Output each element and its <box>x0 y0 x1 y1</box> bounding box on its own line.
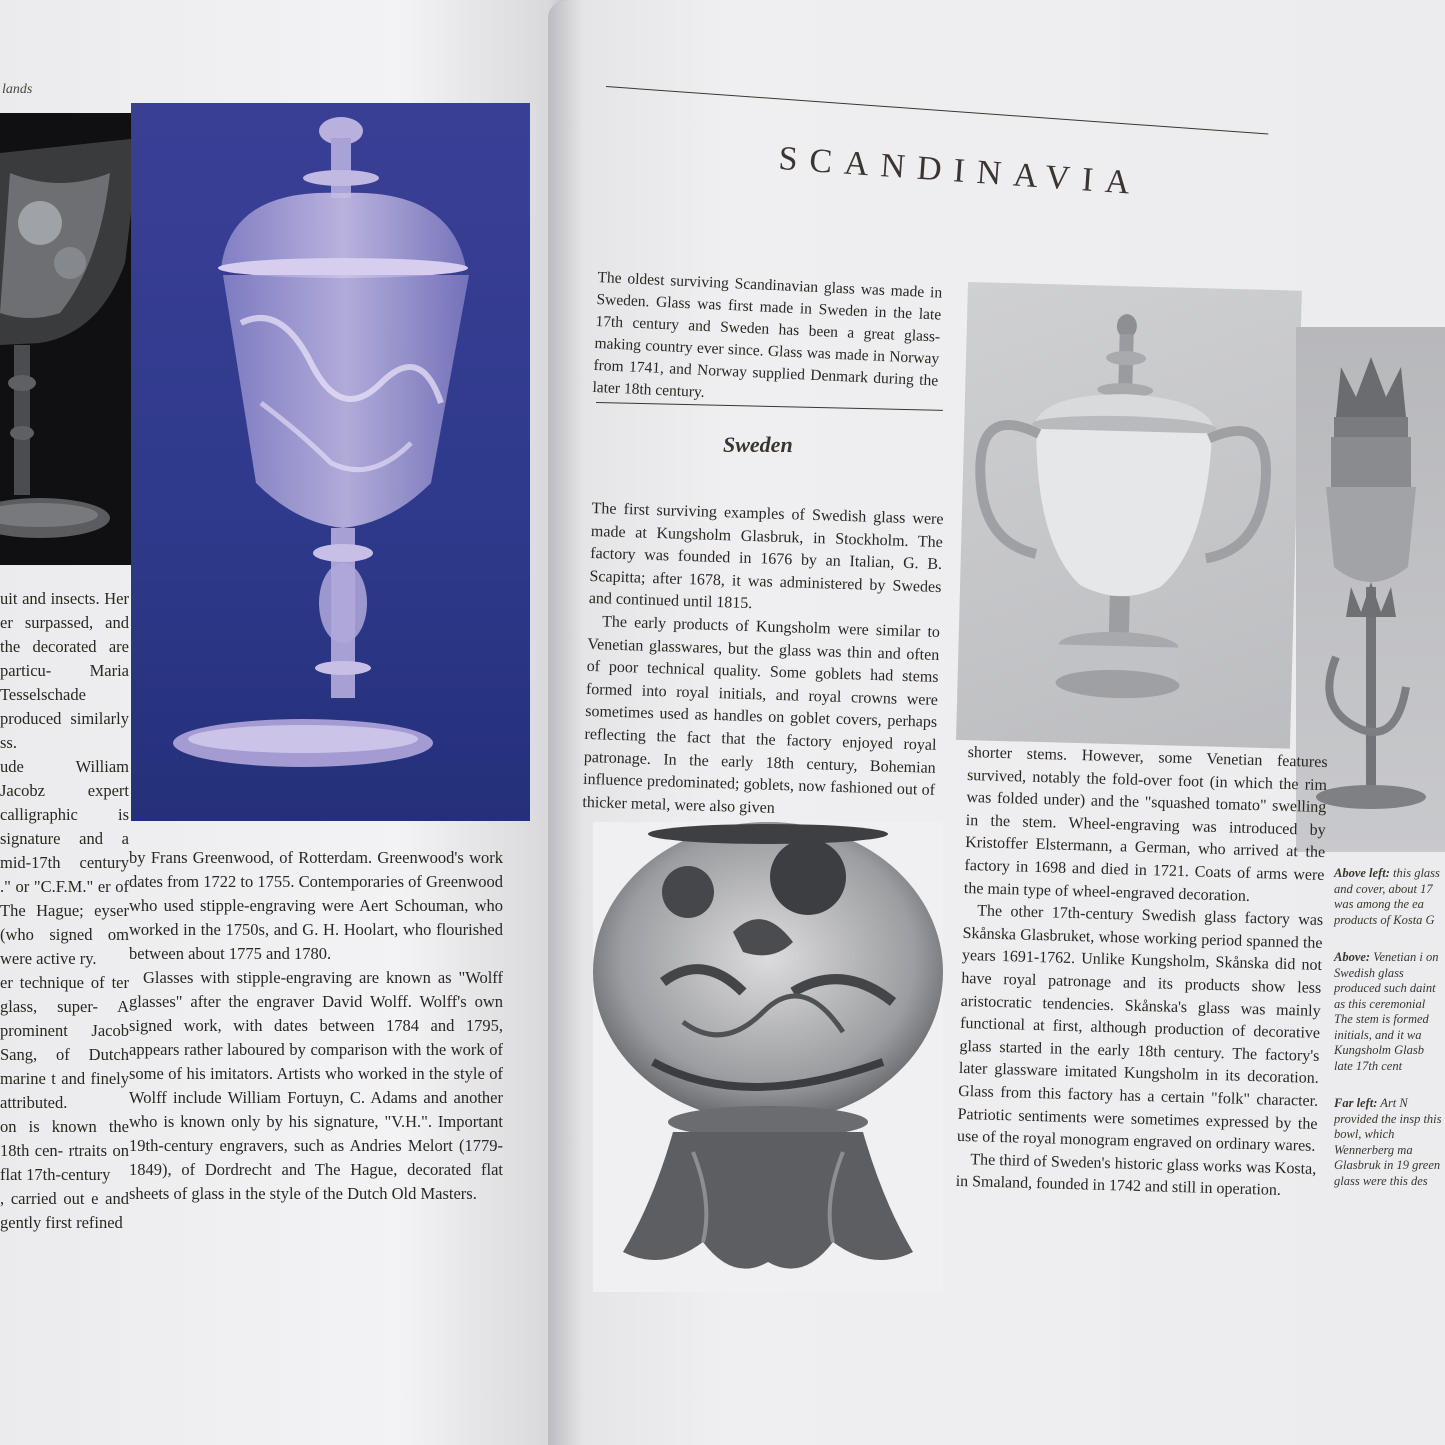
caption-text: this glass and cover, about 17 was among the ea products of Kosta G <box>1334 866 1440 927</box>
paragraph: The first surviving examples of Swedish glass were made at Kungsholm Glasbruk, in Stockholm. The factory was founded in 1676 by an Italian, G. B. Scapitta; after 1678, it was administered by Swedes and continued until 1815. <box>588 499 944 613</box>
paragraph: , carried out e and gently first refined <box>0 1189 129 1232</box>
paragraph: uit and insects. Her er surpassed, and the decorated are particu- Maria Tesselschade produced similarly ss. <box>0 589 129 752</box>
running-head: lands <box>2 82 33 97</box>
sweden-column-continued <box>955 742 1327 1204</box>
paragraph: on is known the 18th cen- rtraits on flat 17th-century <box>0 1117 129 1184</box>
left-column-cropped <box>0 587 129 1235</box>
paragraph: The other 17th-century Swedish glass factory was Skånska Glasbruket, whose working period spanned the years 1691-1762. Unlike Kungsholm, Skånska did not have royal patronage and its products show less aristocratic tendencies. Skånska's glass was mainly functional at first, although production of decorative glass started in the early 18th century. The factory's later glassware imitated Kungsholm in its decoration. Glass from this factory has a certain "folk" character. Patriotic sentiments were sometimes expressed by the use of the royal monogram engraved on ordinary wares. <box>956 902 1324 1155</box>
paragraph: The third of Sweden's historic glass works was Kosta, in Smaland, founded in 1742 and still in operation. <box>955 1150 1317 1200</box>
caption-far-left <box>1334 1096 1445 1189</box>
right-page <box>548 0 1445 1445</box>
paragraph: by Frans Greenwood, of Rotterdam. Greenwood's work dates from 1722 to 1755. Contemporaries of Greenwood who used stipple-engraving were Aert Schouman, who worked in the 1750s, and G. H. Hoolart, who flourished between about 1775 and 1780. <box>129 848 503 963</box>
sweden-column-main <box>582 498 944 825</box>
caption-text: Venetian i on Swedish glass produced such daint as this ceremonial The stem is formed initials, and it wa Kungsholm Glasb late 17th cent <box>1334 950 1439 1073</box>
paragraph: er technique of ter glass, super- A prominent Jacob Sang, of Dutch marine t and finely attributed. <box>0 973 129 1112</box>
caption-above <box>1334 950 1445 1074</box>
caption-lead: Above: <box>1334 950 1371 964</box>
section-heading: Sweden <box>723 432 793 457</box>
bowl-illustration <box>593 822 943 1292</box>
photo-captions <box>1334 866 1445 1211</box>
art-nouveau-bowl-photo <box>593 822 943 1292</box>
cup-illustration <box>956 282 1302 749</box>
chapter-title: SCANDINAVIA <box>777 140 1143 203</box>
caption-text: Art N provided the insp this bowl, which Wennerberg ma Glasbruk in 19 green glass were this des <box>1334 1096 1442 1188</box>
intro-paragraph <box>592 267 943 415</box>
covered-goblet-color-photo <box>131 103 530 821</box>
left-column-main <box>129 846 503 1206</box>
paragraph: ude William Jacobz expert calligraphic is signature and a mid-17th century ." or "C.F.M." er of The Hague; eyser (who signed om were active ry. <box>0 757 129 968</box>
left-page <box>0 0 572 1445</box>
title-rule <box>606 86 1268 134</box>
covered-goblet-illustration <box>131 103 530 821</box>
paragraph: shorter stems. However, some Venetian features survived, notably the fold-over foot (in which the rim was folded under) and the "squashed tomato" swelling in the stem. Wheel-engraving was introduced by Kristoffer Elstermann, a German, who arrived at the factory in 1698 and died in 1721. Coats of arms were the main type of wheel-engraved decoration. <box>963 743 1328 905</box>
paragraph: Glasses with stipple-engraving are known as "Wolff glasses" after the engraver David Wolff. Wolff's own signed work, with dates between 1784 and 1795, appears rather laboured by comparison with the work of some of his imitators. Artists who worked in the style of Wolff include William Fortuyn, C. Adams and another who is known only by his signature, "V.H.". Important 19th-century engravers, such as Andries Melort (1779-1849), of Dordrecht and The Hague, decorated flat sheets of glass in the style of the Dutch Old Masters. <box>129 968 503 1203</box>
caption-lead: Far left: <box>1334 1096 1378 1110</box>
caption-above-left <box>1334 866 1445 928</box>
paragraph: The early products of Kungsholm were similar to Venetian glasswares, but the glass was thin and often of poor technical quality. Some goblets had stems formed into royal initials, and royal crowns were sometimes used as handles on goblet covers, perhaps reflecting the fact that the factory enjoyed royal patronage. In the early 18th century, Bohemian influence predominated; goblets, now fashioned out of thicker metal, were also given <box>582 613 941 817</box>
paragraph: The oldest surviving Scandinavian glass was made in Sweden. Glass was first made in Sweden in the late 17th century and Sweden has been a great glass-making country ever since. Glass was made in Norway from 1741, and Norway supplied Denmark during the later 18th century. <box>592 268 943 401</box>
two-handled-cup-photo <box>956 282 1302 749</box>
caption-lead: Above left: <box>1334 866 1390 880</box>
